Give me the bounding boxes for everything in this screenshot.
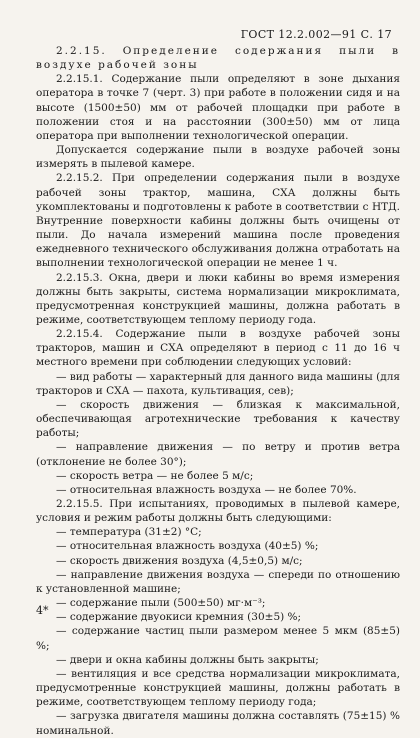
list-item: — направление движения воздуха — спереди по отношению к установленной машине;	[36, 568, 400, 595]
list-item: — скорость движения воздуха (4,5±0,5) м/с;	[56, 554, 303, 567]
list-item: — вид работы — характерный для данного вида машины (для тракторов и СХА — пахота, культивация, сев);	[36, 370, 400, 397]
list-item: — скорость движения — близкая к максимальной, обеспечивающая агротехнические требования к качеству работы;	[36, 398, 400, 440]
page-header: ГОСТ 12.2.002—91 С. 17	[240, 28, 392, 41]
page-mark: 4*	[36, 604, 49, 617]
list-item: — относительная влажность воздуха (40±5) %;	[56, 540, 319, 553]
paragraph-2-2-15-3: 2.2.15.3. Окна, двери и люки кабины во время измерения должны быть закрыты, система нормализации микроклимата, предусмотренная конструкцией машины, должна работать в режиме, соответствующем теплому периоду года.	[36, 271, 400, 326]
list-item: — направление движения — по ветру и против ветра (отклонение не более 30°);	[36, 441, 400, 468]
list-item: — скорость ветра — не более 5 м/с;	[56, 469, 254, 482]
section-heading: 2.2.15. Определение содержания пыли в воздухе рабочей зоны	[36, 45, 400, 72]
list-item: — двери и окна кабины должны быть закрыты;	[56, 653, 319, 666]
list-item: — температура (31±2) °C;	[56, 526, 202, 539]
list-item: — загрузка двигателя машины должна составлять (75±15) % номинальной.	[36, 710, 400, 737]
paragraph-2-2-15-4: 2.2.15.4. Содержание пыли в воздухе рабочей зоны тракторов, машин и СХА определяют в период с 11 до 16 ч местного времени при соблюдении следующих условий:	[36, 328, 400, 369]
document-body	[36, 44, 400, 738]
list-item: — содержание пыли (500±50) мг·м⁻³;	[56, 597, 266, 610]
paragraph-2-2-15-1: 2.2.15.1. Содержание пыли определяют в зоне дыхания оператора в точке 7 (черт. 3) при работе в положении сидя и на высоте (1500±50) мм от рабочей площадки при работе в положении стоя и на расстоянии (300±50) мм от лица оператора при выполнении технологической операции.	[36, 73, 400, 142]
paragraph-2-2-15-5: 2.2.15.5. При испытаниях, проводимых в пылевой камере, условия и режим работы должны быть следующими:	[36, 498, 400, 525]
paragraph-2-2-15-2: 2.2.15.2. При определении содержания пыли в воздухе рабочей зоны трактор, машина, СХА должны быть укомплектованы и подготовлены к работе в соответствии с НТД. Внутренние поверхности кабины должны быть очищены от пыли. До начала измерений машина после проведения ежедневного технического обслуживания должна отработать на выполнении технологической операции не менее 1 ч.	[36, 172, 400, 270]
list-item: — содержание частиц пыли размером менее 5 мкм (85±5) %;	[36, 625, 400, 652]
paragraph-allowance: Допускается содержание пыли в воздухе рабочей зоны измерять в пылевой камере.	[36, 144, 400, 171]
list-item: — вентиляция и все средства нормализации микроклимата, предусмотренные конструкцией машины, должны работать в режиме, соответствующем теплому периоду года;	[36, 667, 400, 709]
list-item: — относительная влажность воздуха — не более 70%.	[56, 483, 357, 496]
list-item: — содержание двуокиси кремния (30±5) %;	[56, 611, 302, 624]
